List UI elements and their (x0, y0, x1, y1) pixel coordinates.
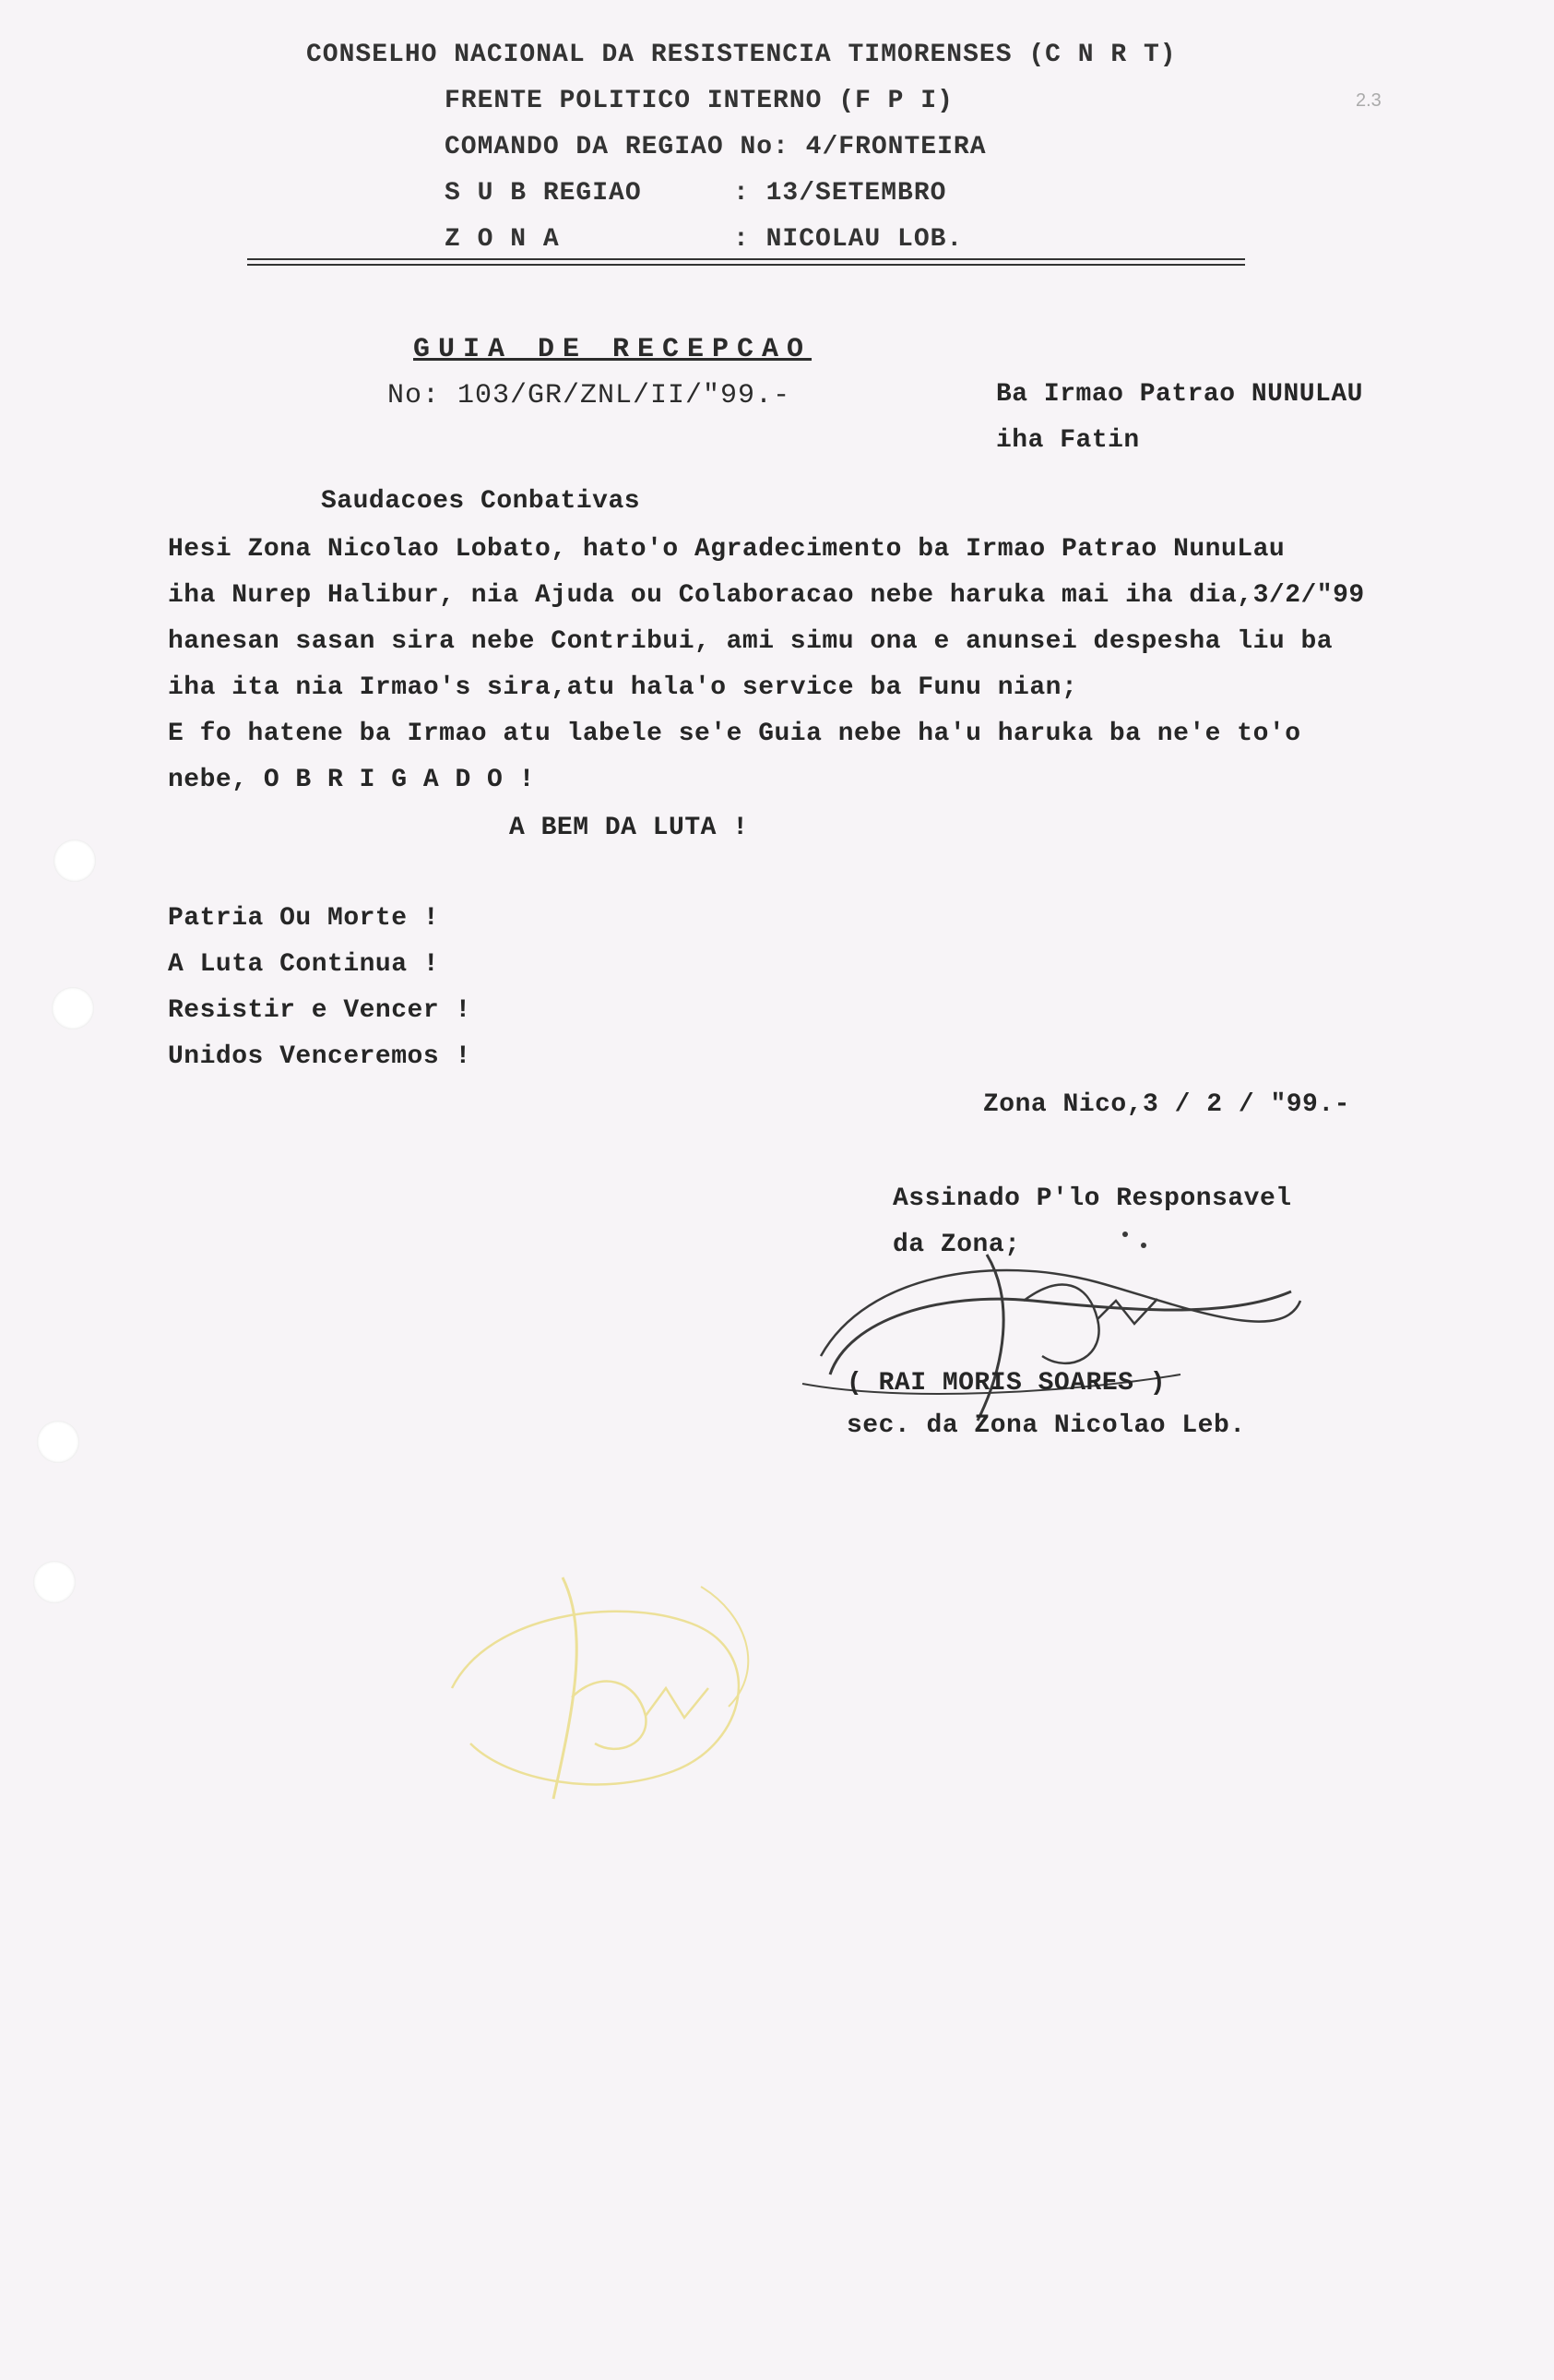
page-number: 2.3 (1356, 90, 1382, 111)
body-line-2: iha Nurep Halibur, nia Ajuda ou Colaboracao nebe haruka mai iha dia,3/2/"99 (168, 581, 1365, 610)
reference-number: No: 103/GR/ZNL/II/"99.- (387, 380, 791, 411)
header-line-2: FRENTE POLITICO INTERNO (F P I) (445, 87, 954, 115)
header-subregiao-label: S U B REGIAO (445, 179, 642, 208)
document-title: GUIA DE RECEPCAO (413, 334, 813, 365)
body-line-6: nebe, O B R I G A D O ! (168, 766, 535, 794)
header-subregiao-value: : 13/SETEMBRO (733, 179, 947, 208)
header-zona-value: : NICOLAU LOB. (733, 225, 964, 254)
signatory-title: sec. da Zona Nicolao Leb. (847, 1411, 1246, 1440)
body-line-5: E fo hatene ba Irmao atu labele se'e Guia nebe ha'u haruka ba ne'e to'o (168, 720, 1301, 748)
faded-yellow-signature (415, 1559, 802, 1836)
signature-caption-2: da Zona; (893, 1231, 1021, 1259)
slogan-4: Unidos Venceremos ! (168, 1042, 471, 1071)
header-line-3: COMANDO DA REGIAO No: 4/FRONTEIRA (445, 133, 987, 161)
punch-hole-top (53, 839, 96, 882)
slogan-3: Resistir e Vencer ! (168, 996, 471, 1025)
recipient-line-2: iha Fatin (996, 426, 1140, 455)
date-line: Zona Nico,3 / 2 / "99.- (983, 1090, 1350, 1119)
handwritten-signature (793, 1218, 1310, 1430)
body-line-1: Hesi Zona Nicolao Lobato, hato'o Agradecimento ba Irmao Patrao NunuLau (168, 535, 1286, 564)
punch-hole-lower-middle (37, 1421, 79, 1463)
greeting: Saudacoes Conbativas (321, 487, 641, 516)
body-line-4: iha ita nia Irmao's sira,atu hala'o service ba Funu nian; (168, 673, 1078, 702)
punch-hole-upper-middle (52, 987, 94, 1029)
signatory-name: ( RAI MORIS SOARES ) (847, 1369, 1167, 1398)
punch-hole-bottom (33, 1561, 76, 1603)
recipient-line-1: Ba Irmao Patrao NUNULAU (996, 380, 1363, 409)
closing-line: A BEM DA LUTA ! (509, 814, 749, 842)
signature-caption-1: Assinado P'lo Responsavel (893, 1184, 1292, 1213)
body-line-3: hanesan sasan sira nebe Contribui, ami simu ona e anunsei despesha liu ba (168, 627, 1334, 656)
slogan-1: Patria Ou Morte ! (168, 904, 440, 933)
slogan-2: A Luta Continua ! (168, 950, 440, 979)
header-divider (247, 258, 1245, 266)
header-zona-label: Z O N A (445, 225, 560, 254)
header-line-1: CONSELHO NACIONAL DA RESISTENCIA TIMORENSES (C N R T) (306, 41, 1177, 69)
